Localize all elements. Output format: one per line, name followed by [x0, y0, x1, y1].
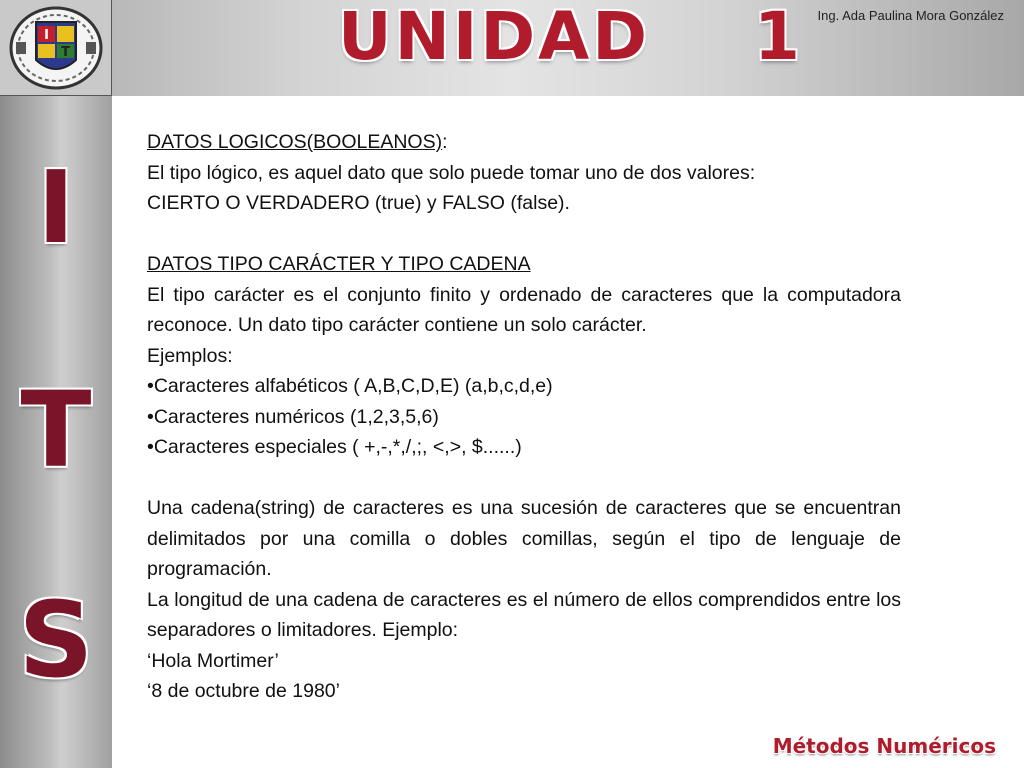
its-seal-logo [6, 4, 106, 92]
boolean-heading-line [147, 127, 901, 158]
string-paragraph-1: Una cadena(string) de caracteres es una sucesión de caracteres que se encuentran delimitados por una comilla o dobles comillas, según el tipo de lenguaje de programación. [147, 497, 901, 580]
slide-header [0, 0, 1024, 96]
example-item: •Caracteres especiales ( +,-,*,/,;, <,>, $......) [147, 436, 522, 458]
unit-title: UNIDAD 1 [338, 0, 803, 75]
spacer [147, 463, 901, 494]
char-paragraph: El tipo carácter es el conjunto finito y ordenado de caracteres que la computadora reconoce. Un dato tipo carácter contiene un solo carácter. [147, 283, 901, 336]
string-paragraph-2: La longitud de una cadena de caracteres es el número de ellos comprendidos entre los separadores o limitadores. Ejemplo: [147, 588, 901, 641]
string-example-1: ‘Hola Mortimer’ [147, 649, 279, 672]
slide-body [147, 127, 901, 707]
spacer [147, 219, 901, 250]
boolean-heading: DATOS LOGICOS(BOOLEANOS) [147, 131, 443, 153]
logo-box [0, 0, 112, 96]
char-heading: DATOS TIPO CARÁCTER Y TIPO CADENA [147, 253, 531, 275]
example-item: •Caracteres numéricos (1,2,3,5,6) [147, 405, 439, 428]
boolean-line-2: CIERTO O VERDADERO (true) y FALSO (false). [147, 192, 570, 214]
boolean-heading-colon: : [442, 131, 448, 153]
sidebar-letter-s: S [18, 579, 94, 701]
author-name: Ing. Ada Paulina Mora González [817, 8, 1004, 23]
logo-letter-t: T [61, 45, 70, 60]
logo-letter-i: I [44, 28, 49, 43]
course-footer: Métodos Numéricos [772, 734, 996, 758]
examples-label: Ejemplos: [147, 344, 233, 367]
example-item: •Caracteres alfabéticos ( A,B,C,D,E) (a,b,c,d,e) [147, 375, 553, 397]
string-example-2: ‘8 de octubre de 1980’ [147, 680, 340, 702]
sidebar-letter-t: T [20, 369, 92, 491]
boolean-line-1: El tipo lógico, es aquel dato que solo puede tomar uno de dos valores: [147, 161, 756, 184]
sidebar-letter-i: I [37, 149, 75, 266]
